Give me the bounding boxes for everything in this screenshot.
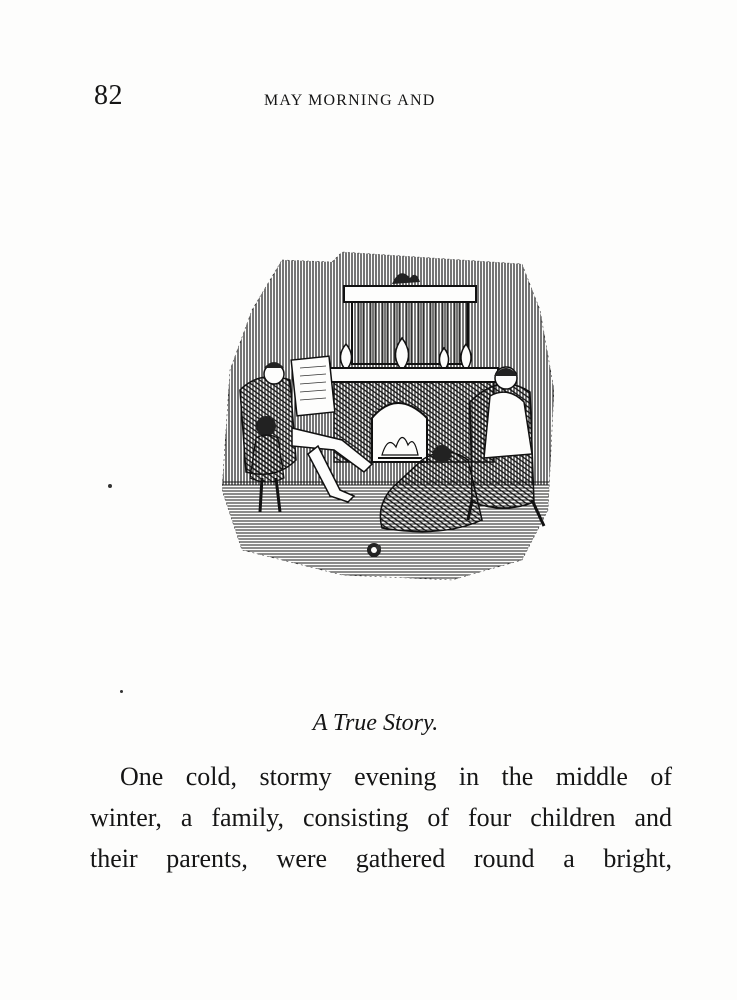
ink-speck [376, 545, 381, 550]
running-head: MAY MORNING AND [264, 92, 436, 109]
body-line: winter, a family, consisting of four children and [90, 803, 672, 832]
ink-speck [120, 690, 123, 693]
page-number: 82 [94, 80, 123, 111]
story-body [90, 756, 672, 879]
body-line: One cold, stormy evening in the middle of [120, 762, 672, 791]
ink-speck [108, 484, 112, 488]
story-title: A True Story. [312, 710, 439, 736]
fireside-family-illustration [222, 250, 554, 585]
body-line: their parents, were gathered round a bright, [90, 844, 672, 873]
